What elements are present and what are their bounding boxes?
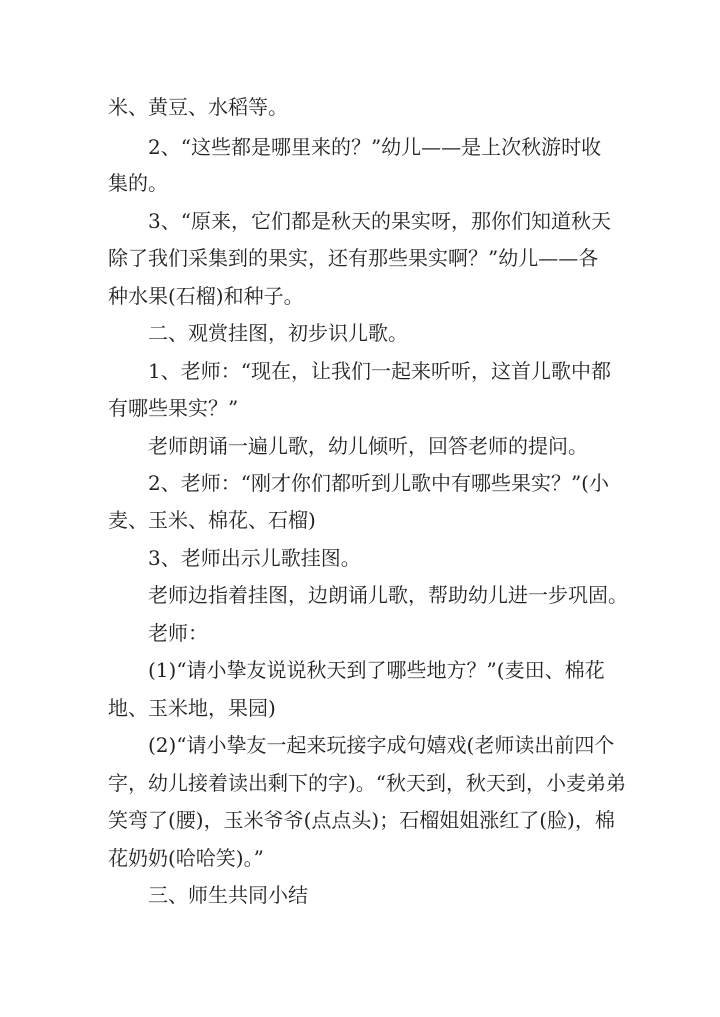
text-line: 除了我们采集到的果实，还有那些果实啊？”幼儿——各 [108, 246, 599, 270]
text-line: 3、“原来，它们都是秋天的果实呀，那你们知道秋天 [148, 209, 611, 233]
text-line: 2、老师：“刚才你们都听到儿歌中有哪些果实？”(小 [148, 471, 609, 495]
text-line: 二、观赏挂图，初步识儿歌。 [148, 321, 408, 345]
text-line: 老师： [148, 621, 208, 645]
text-line: 老师朗诵一遍儿歌，幼儿倾听，回答老师的提问。 [148, 434, 588, 458]
text-line: 老师边指着挂图，边朗诵儿歌，帮助幼儿进一步巩固。 [148, 583, 628, 607]
text-line: 有哪些果实？” [108, 396, 239, 420]
text-line: 地、玉米地，果园) [108, 696, 276, 720]
text-line: 麦、玉米、棉花、石榴) [108, 508, 316, 532]
text-line: (1)“请小挚友说说秋天到了哪些地方？”(麦田、棉花 [148, 658, 605, 682]
text-line: 字，幼儿接着读出剩下的字)。“秋天到，秋天到，小麦弟弟 [108, 771, 627, 795]
text-line: 三、师生共同小结 [148, 883, 308, 907]
text-line: (2)“请小挚友一起来玩接字成句嬉戏(老师读出前四个 [148, 733, 615, 757]
text-line: 2、“这些都是哪里来的？”幼儿——是上次秋游时收 [148, 135, 602, 159]
text-line: 笑弯了(腰)，玉米爷爷(点点头)；石榴姐姐涨红了(脸)，棉 [108, 808, 615, 832]
text-line: 米、黄豆、水稻等。 [108, 95, 288, 119]
text-line: 种水果(石榴)和种子。 [108, 284, 304, 308]
text-line: 1、老师：“现在，让我们一起来听听，这首儿歌中都 [148, 359, 611, 383]
text-line: 集的。 [108, 171, 168, 195]
text-line: 花奶奶(哈哈笑)。” [108, 846, 264, 870]
text-line: 3、老师出示儿歌挂图。 [148, 546, 361, 570]
